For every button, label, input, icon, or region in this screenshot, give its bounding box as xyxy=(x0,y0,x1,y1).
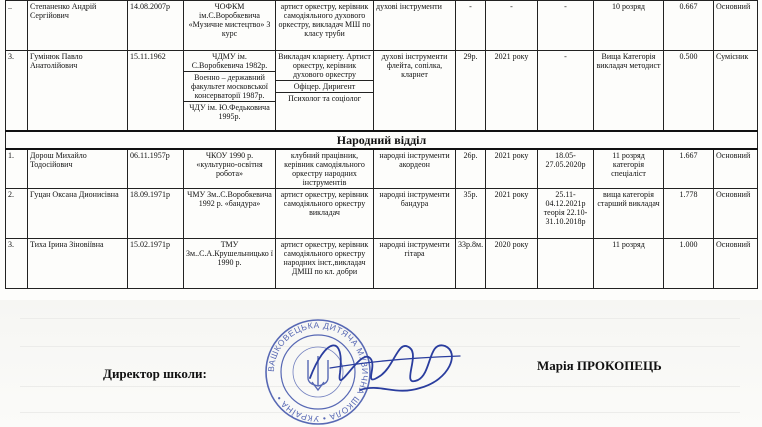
row-number: 2. xyxy=(6,188,28,238)
birth-date: 15.11.1962 xyxy=(128,51,184,131)
subject: народні інструменти акордеон xyxy=(374,149,456,189)
section-title: Народний відділ xyxy=(6,131,758,149)
rate: 1.667 xyxy=(664,149,714,189)
teacher-name: Гуцан Оксана Дионисівна xyxy=(28,188,128,238)
birth-date: 14.08.2007р xyxy=(128,1,184,51)
education xyxy=(184,51,276,131)
qualification xyxy=(276,51,374,131)
row-number: 1. xyxy=(6,149,28,189)
rate: 1.778 xyxy=(664,188,714,238)
teacher-name: Гумінюк Павло Анатолійович xyxy=(28,51,128,131)
rate: 1.000 xyxy=(664,238,714,288)
category: 11 розряд категорія спеціаліст xyxy=(594,149,664,189)
row-number: 3. xyxy=(6,238,28,288)
category: 10 розряд xyxy=(594,1,664,51)
cert-year: 2020 року xyxy=(486,238,538,288)
education-line: ЧДМУ ім. С.Воробкевича 1982р. xyxy=(191,52,268,70)
qualification-line: Викладач кларнету. Артист оркестру, керівник духового оркестру xyxy=(278,52,371,79)
row-number: .. xyxy=(6,1,28,51)
qualification: артист оркестру, керівник самодіяльного оркестру викладач xyxy=(276,188,374,238)
education: ТМУ Зм..С.А.Крушельницько ї 1990 р. xyxy=(184,238,276,288)
cert-year: 2021 року xyxy=(486,149,538,189)
subject: народні інструменти бандура xyxy=(374,188,456,238)
table-row xyxy=(6,149,758,189)
rate: 0.667 xyxy=(664,1,714,51)
course-dates: - xyxy=(538,51,594,131)
subject: народні інструменти гітара xyxy=(374,238,456,288)
director-label: Директор школи: xyxy=(103,366,207,381)
cert-year: 2021 року xyxy=(486,188,538,238)
qualification: клубний працівник, керівник самодіяльного оркестру народних інструментів xyxy=(276,149,374,189)
subject: духові інструменти флейта, сопілка, кларнет xyxy=(374,51,456,131)
education: ЧОФКМ ім.С.Воробкевича «Музичне мистецтво» 3 курс xyxy=(184,1,276,51)
birth-date: 06.11.1957р xyxy=(128,149,184,189)
table-row xyxy=(6,188,758,238)
employment-status: Основний xyxy=(714,1,758,51)
course-dates: 18.05-27.05.2020р xyxy=(538,149,594,189)
education: ЧКОУ 1990 р. «культурно-освітня робота» xyxy=(184,149,276,189)
education-line: Военно – державний факультет московської консерваторії 1987р. xyxy=(184,71,275,100)
course-dates: - xyxy=(538,1,594,51)
experience: 26р. xyxy=(456,149,486,189)
director-name: Марія ПРОКОПЕЦЬ xyxy=(537,358,662,373)
rate: 0.500 xyxy=(664,51,714,131)
experience: - xyxy=(456,1,486,51)
employment-status: Основний xyxy=(714,188,758,238)
birth-date: 18.09.1971р xyxy=(128,188,184,238)
birth-date: 15.02.1971р xyxy=(128,238,184,288)
teacher-name: Дорош Михайло Тодосійович xyxy=(28,149,128,189)
teacher-name: Степаненко Андрій Сергійович xyxy=(28,1,128,51)
course-dates xyxy=(538,238,594,288)
employment-status: Основний xyxy=(714,238,758,288)
table-row xyxy=(6,1,758,51)
subject: духові інструменти xyxy=(374,1,456,51)
category: Вища Категорія викладач методист xyxy=(594,51,664,131)
course-dates: 25.11-04.12.2021р теорія 22.10-31.10.2018р xyxy=(538,188,594,238)
row-number: 3. xyxy=(6,51,28,131)
experience: 33р.8м. xyxy=(456,238,486,288)
teacher-name: Тиха Ірина Зіновіївна xyxy=(28,238,128,288)
stamp-ring-text: ВАШКОВЕЦЬКА ДИТЯЧА МУЗИЧНА ШКОЛА • УКРАЇНА • xyxy=(265,319,371,425)
table-row xyxy=(6,51,758,131)
table-row xyxy=(6,238,758,288)
category: 11 розряд xyxy=(594,238,664,288)
education: ЧМУ Зм..С.Воробкевича 1992 р. «бандура» xyxy=(184,188,276,238)
experience: 29р. xyxy=(456,51,486,131)
experience: 35р. xyxy=(456,188,486,238)
employment-status: Основний xyxy=(714,149,758,189)
education-line: ЧДУ ім. Ю.Федьковича 1995р. xyxy=(184,101,275,121)
employment-status: Сумісник xyxy=(714,51,758,131)
staff-table xyxy=(5,0,758,289)
cert-year: - xyxy=(486,1,538,51)
qualification-line: Офіцер. Диригент xyxy=(276,80,373,91)
qualification-line: Психолог та соціолог xyxy=(276,92,373,103)
director-signature xyxy=(300,318,470,413)
qualification: артист оркестру, керівник самодіяльного оркестру народних інст.,викладач ДМШ по кл. добри xyxy=(276,238,374,288)
category: вища категорія старший викладач xyxy=(594,188,664,238)
cert-year: 2021 року xyxy=(486,51,538,131)
section-row xyxy=(6,131,758,149)
qualification: артист оркестру, керівник самодіяльного духового оркестру, викладач МШ по класу труби xyxy=(276,1,374,51)
